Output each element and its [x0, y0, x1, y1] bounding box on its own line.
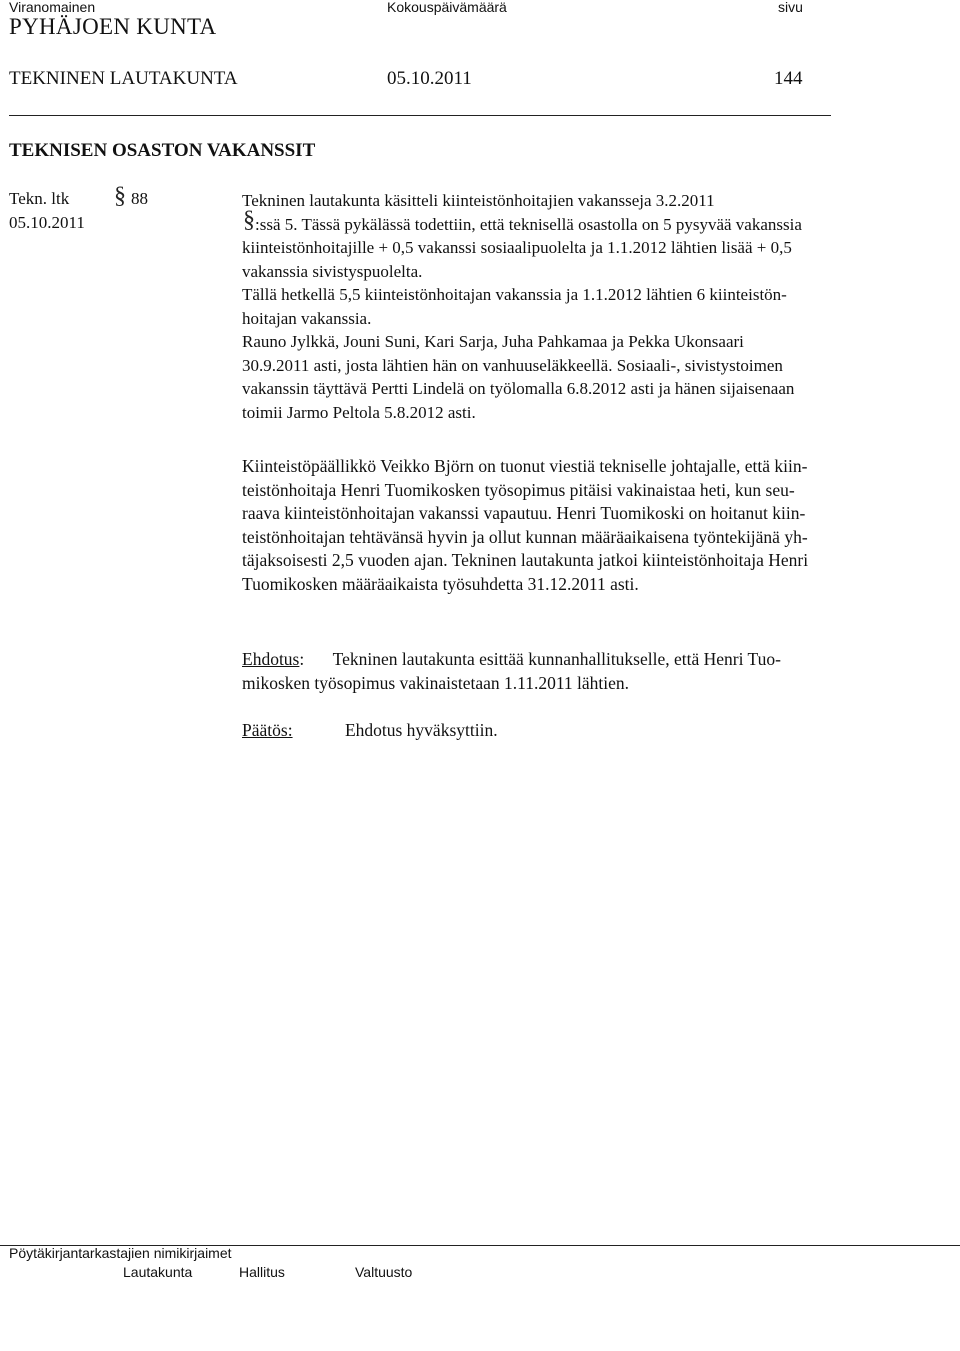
proposal-text: Tekninen lautakunta esittää kunnanhallitukselle, että Henri Tuo-: [332, 649, 781, 669]
decision-block: [242, 719, 498, 743]
section-symbol: §: [114, 183, 126, 209]
reference-label: Tekn. ltk: [9, 189, 70, 208]
page-label: sivu: [778, 0, 803, 15]
paragraph-line: vakanssia sivistyspuolelta.: [242, 261, 423, 281]
paragraph-line: raava kiinteistönhoitajan vakanssi vapautuu. Henri Tuomikoski on hoitanut kiin-: [242, 503, 806, 524]
decision-text: Ehdotus hyväksyttiin.: [344, 720, 498, 740]
footer-column-valtuusto: Valtuusto: [355, 1264, 413, 1280]
meeting-date: 05.10.2011: [387, 68, 472, 89]
meeting-date-label: Kokouspäivämäärä: [387, 0, 507, 15]
proposal-label: Ehdotus: [242, 649, 300, 669]
section-number: 88: [131, 189, 148, 208]
footer-column-hallitus: Hallitus: [239, 1264, 285, 1280]
organization-name: PYHÄJOEN KUNTA: [9, 14, 217, 39]
paragraph-line: vakanssin täyttävä Pertti Lindelä on työlomalla 6.8.2012 asti ja hänen sijaisenaan: [242, 379, 795, 398]
proposal-colon: :: [299, 649, 305, 669]
paragraph-line: kiinteistönhoitajille + 0,5 vakanssi sosiaalipuolelta ja 1.1.2012 lähtien lisää + 0,5: [242, 238, 792, 257]
paragraph-request: [242, 455, 808, 597]
paragraph-line: :ssä 5. Tässä pykälässä todettiin, että teknisellä osastolla on 5 pysyvää vakanssia: [255, 214, 802, 234]
document-title: TEKNISEN OSASTON VAKANSSIT: [9, 140, 316, 161]
paragraph-line: Tuomikosken määräaikaista työsuhdetta 31.12.2011 asti.: [242, 573, 639, 594]
reference-date: 05.10.2011: [9, 213, 85, 232]
paragraph-line: Tekninen lautakunta käsitteli kiinteistönhoitajien vakansseja 3.2.2011: [242, 191, 715, 210]
section-symbol-2: §: [243, 207, 255, 233]
agency-label: Viranomainen: [9, 0, 96, 15]
paragraph-line: Rauno Jylkkä, Jouni Suni, Kari Sarja, Juha Pahkamaa ja Pekka Ukonsaari: [242, 332, 744, 351]
paragraph-line: 30.9.2011 asti, josta lähtien hän on vanhuuseläkkeellä. Sosiaali-, sivistystoimen: [242, 355, 783, 375]
paragraph-line: Kiinteistöpäällikkö Veikko Björn on tuonut viestiä tekniselle johtajalle, että kiin-: [242, 456, 808, 476]
paragraph-background: [242, 189, 802, 424]
footer-column-lautakunta: Lautakunta: [123, 1264, 193, 1280]
decision-label: Päätös:: [242, 720, 293, 740]
paragraph-line: hoitajan vakanssia.: [242, 308, 372, 328]
paragraph-line: teistönhoitajan tehtävänsä hyvin ja ollut kunnan määräaikaisena työntekijänä yh-: [242, 526, 808, 547]
committee-name: TEKNINEN LAUTAKUNTA: [9, 68, 238, 89]
page-number: 144: [774, 68, 803, 89]
signatures-label: Pöytäkirjantarkastajien nimikirjaimet: [9, 1245, 232, 1261]
paragraph-line: Tällä hetkellä 5,5 kiinteistönhoitajan vakanssia ja 1.1.2012 lähtien 6 kiinteistön-: [242, 285, 787, 304]
paragraph-line: toimii Jarmo Peltola 5.8.2012 asti.: [242, 402, 476, 422]
header-divider: [9, 115, 831, 116]
paragraph-line: teistönhoitaja Henri Tuomikosken työsopimus pitäisi vakinaistaa heti, kun seu-: [242, 479, 795, 500]
proposal-text-continued: mikosken työsopimus vakinaistetaan 1.11.2011 lähtien.: [242, 672, 630, 693]
paragraph-line: täjaksoisesti 2,5 vuoden ajan. Tekninen lautakunta jatkoi kiinteistönhoitaja Henri: [242, 550, 809, 571]
proposal-block: [242, 648, 781, 695]
